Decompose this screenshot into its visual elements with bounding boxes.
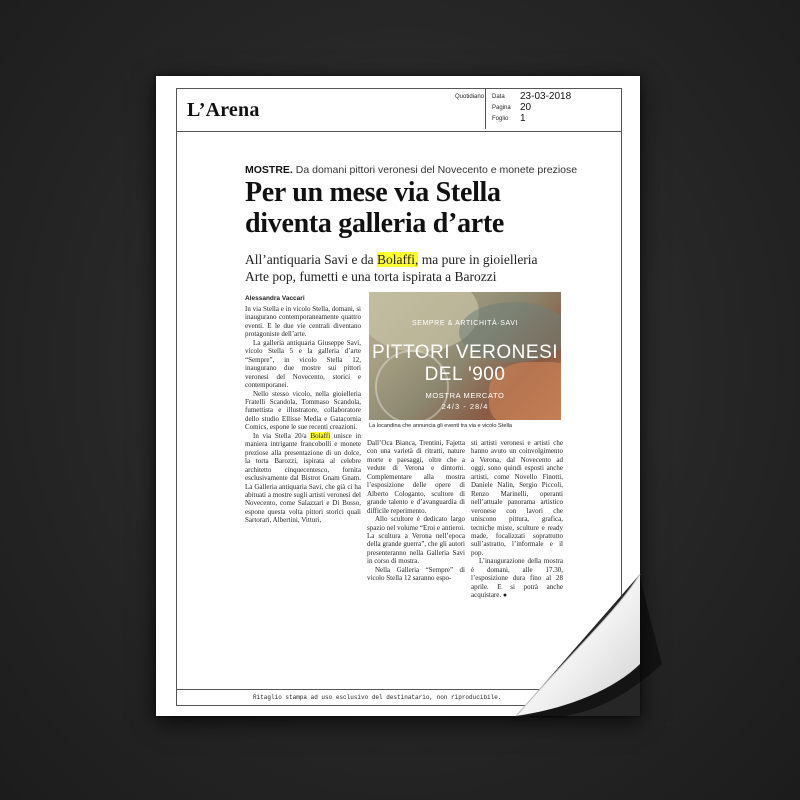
subtitle-text: ma pure in gioielleria — [418, 252, 538, 267]
paragraph: Allo scultore è dedicato largo spazio nel volume “Eroi e antieroi. La scultura a Verona nell’epoca della grande guerra”, che gli autori presenteranno nella Galleria Savi in corso di mostra. — [367, 515, 465, 566]
article-kicker — [245, 164, 577, 176]
footer-disclaimer: Ritaglio stampa ad uso esclusivo del destinatario, non riproducibile. — [253, 694, 502, 701]
clipping-header — [177, 89, 621, 132]
meta-label-sheet: Foglio — [492, 116, 509, 122]
paragraph: Dall’Oca Bianca, Trentini, Fajetta con una varietà di ritratti, nature morte e paesaggi, oltre che a vedute di Verona e dintorni. Complementare alla mostra l’esposizione delle opere di Alberto Cologanto, scultore di grande talento e d’avanguardia di difficile reperimento. — [367, 439, 465, 515]
subtitle-line-1 — [245, 251, 585, 268]
article-column-1 — [245, 305, 361, 525]
article-column-2 — [367, 439, 465, 583]
event-poster-image — [369, 292, 561, 420]
meta-value-sheet: 1 — [520, 113, 526, 124]
paragraph-text: unisce in maniera intrigante francobolli e monete preziose alla presentazione di un dolce, la torta Barozzi, ispirata al celebre architetto cinquecentesco, fornita esclusivamente dal Bistrot Gnam Gnam. La Galleria antiquaria Savi, che già ci ha abituati a mostre sugli artisti veronesi del Novecento, come Salazzari e Di Bosso, espone questa volta pittori storici quali Sartorari, Albertini, Vitturi, — [245, 431, 361, 525]
highlighted-name: Bolaffi — [310, 431, 331, 440]
article-author: Alessandra Vaccari — [245, 295, 305, 302]
paragraph: L’inaugurazione della mostra è domani, alle 17.30, l’esposizione dura fino al 28 aprile. E si potrà anche acquistare. ● — [471, 557, 563, 600]
paragraph: Nello stesso vicolo, nella gioielleria Fratelli Scandola, Tommaso Scandola, fumettista e illustratore, collaboratore dello studio Ellisse Media e Gatacornia Comics, espone le sue recenti creazioni. — [245, 389, 361, 432]
paragraph: sti artisti veronesi e artisti che hanno avuto un coinvolgimento a Verona, dal Novecento ad oggi, sono quindi esposti anche artisti, come Novello Finotti, Daniele Nalin, Sergio Piccoli, Renzo Marinelli, operanti nell’attuale panorama artistico veronese con lavori che uniscono pittura, grafica, tecniche miste, sculture e ready made, focalizzati soprattutto sull’astratto, l’informale e il pop. — [471, 439, 563, 557]
paragraph: In via Stella e in vicolo Stella, domani, si inaugurano contemporaneamente quattro eventi. E le due vie centrali diventano protagoniste dell’arte. — [245, 305, 361, 339]
kicker-text: Da domani pittori veronesi del Novecento e monete preziose — [292, 164, 578, 176]
meta-label-page: Pagina — [492, 105, 511, 111]
title-line-2: diventa galleria d’arte — [245, 208, 505, 239]
poster-title: PITTORI VERONESI — [371, 342, 559, 363]
publication-type: Quotidiano — [455, 94, 485, 100]
highlighted-name: Bolaffi, — [376, 252, 419, 267]
meta-value-date: 23-03-2018 — [520, 91, 572, 102]
meta-value-page: 20 — [520, 102, 532, 113]
meta-label-date: Data — [492, 94, 505, 100]
title-line-1: Per un mese via Stella — [245, 177, 501, 208]
paragraph: La galleria antiquaria Giuseppe Savi, vicolo Stella 5 e la galleria d’arte “Sempre”, in vicolo Stella 12, inaugurano due mostre sui pittori veronesi del Novecento, storici e contemporanei. — [245, 338, 361, 390]
article-title — [245, 177, 565, 239]
page-curl-graphic — [516, 574, 662, 734]
poster-dates: 24/3 - 28/4 — [441, 402, 489, 411]
paragraph: Nella Galleria “Sempre” di vicolo Stella 12 saranno espo- — [367, 565, 465, 583]
subtitle-text: All’antiquaria Savi e da — [245, 252, 377, 267]
poster-organizers: SEMPRE & ARTICHITÀ·SAVI — [411, 320, 519, 327]
poster-title-2: DEL '900 — [424, 364, 506, 385]
article-subtitle — [245, 251, 585, 285]
clipping-meta — [485, 89, 622, 129]
subtitle-line-2: Arte pop, fumetti e una torta ispirata a Barozzi — [245, 269, 497, 284]
kicker-label: MOSTRE. — [245, 164, 293, 176]
paragraph-text: In via Stella 20/a — [253, 431, 311, 440]
poster-caption: La locandina che annuncia gli eventi tra via e vicolo Stella — [369, 423, 513, 429]
paragraph — [245, 432, 361, 525]
poster-subtitle: MOSTRA MERCATO — [425, 391, 505, 400]
newspaper-logo: L’Arena — [187, 99, 260, 121]
